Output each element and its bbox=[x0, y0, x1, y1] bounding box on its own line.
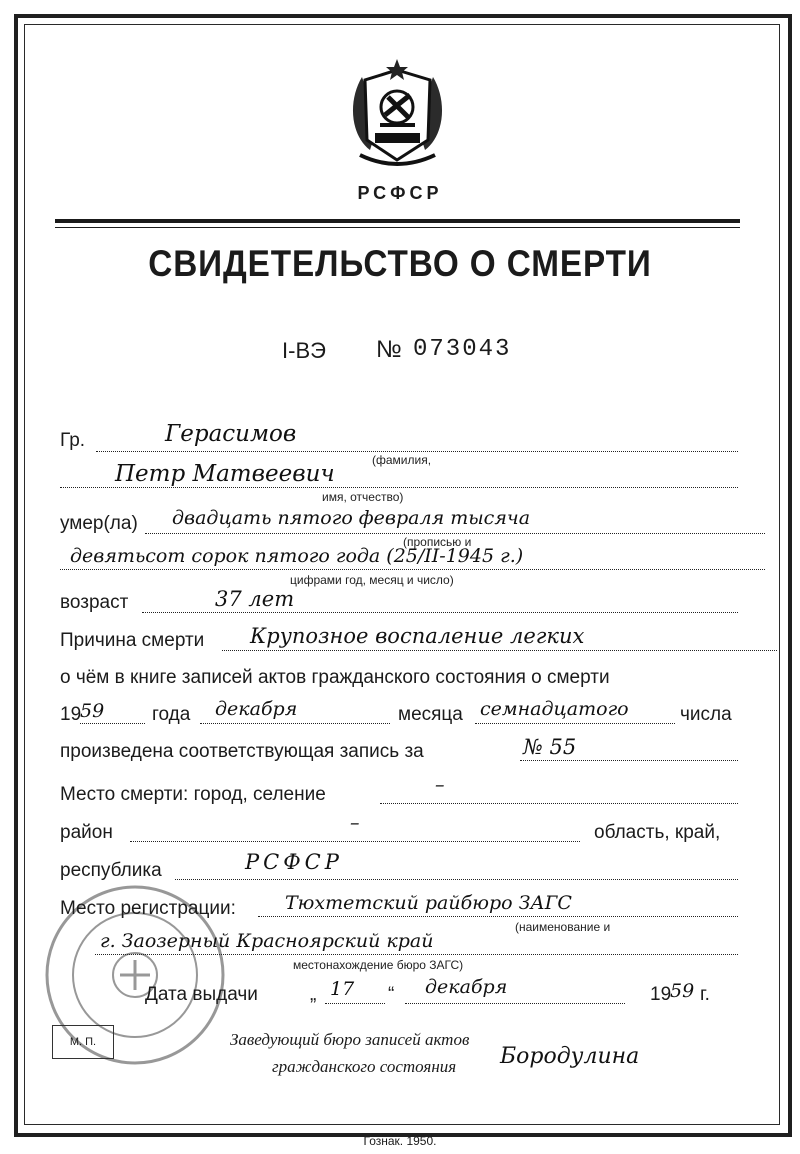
issue-month: декабря bbox=[425, 976, 508, 998]
rsfsr-coat-of-arms-icon bbox=[340, 55, 455, 175]
surname-caption: (фамилия, bbox=[372, 453, 432, 467]
died-caption-2: цифрами год, месяц и число) bbox=[290, 573, 454, 587]
document-title: СВИДЕТЕЛЬСТВО О СМЕРТИ bbox=[148, 243, 652, 284]
died-label: умер(ла) bbox=[60, 513, 138, 534]
number-sign: № bbox=[376, 336, 402, 363]
header-rule-thick bbox=[55, 219, 740, 223]
died-value-line2: девятьсот сорок пятого года (25/II-1945 г.) bbox=[70, 545, 524, 567]
citizen-label: Гр. bbox=[60, 430, 86, 451]
district-value: – bbox=[350, 812, 360, 834]
issue-open-quote: „ bbox=[310, 984, 317, 1005]
record-day-word: числа bbox=[680, 704, 732, 725]
republic-line bbox=[175, 879, 738, 880]
record-day-line bbox=[475, 723, 675, 724]
age-label: возраст bbox=[60, 592, 129, 613]
surname-value: Герасимов bbox=[165, 421, 297, 447]
record-month-word: месяца bbox=[398, 704, 463, 725]
surname-line bbox=[96, 451, 738, 452]
name-value: Петр Матвеевич bbox=[115, 461, 335, 487]
country-name: РСФСР bbox=[357, 183, 443, 203]
registration-value-2: г. Заозерный Красноярский край bbox=[100, 930, 434, 952]
age-value: 37 лет bbox=[215, 587, 295, 611]
cause-label: Причина смерти bbox=[60, 630, 205, 651]
header-rule-thin bbox=[55, 227, 740, 228]
registration-line-2 bbox=[95, 954, 738, 955]
printer-mark: Гознак. 1950. bbox=[363, 1134, 437, 1148]
place-line bbox=[380, 803, 738, 804]
issue-year-suffix: 59 bbox=[670, 980, 695, 1002]
district-line bbox=[130, 841, 580, 842]
issue-day-line bbox=[325, 1003, 385, 1004]
record-year-prefix: 19 bbox=[60, 704, 82, 725]
registration-label: Место регистрации: bbox=[60, 898, 236, 919]
age-line bbox=[142, 612, 738, 613]
name-line bbox=[60, 487, 738, 488]
region-label: область, край, bbox=[594, 822, 721, 843]
district-label: район bbox=[60, 822, 113, 843]
record-text: о чём в книге записей актов гражданского состояния о смерти bbox=[60, 667, 610, 688]
record-month-line bbox=[200, 723, 390, 724]
registration-value: Тюхтетский райбюро ЗАГС bbox=[285, 892, 572, 914]
republic-value: РСФСР bbox=[245, 850, 343, 874]
died-line-2 bbox=[60, 569, 765, 570]
issue-day: 17 bbox=[330, 978, 355, 1000]
record-year-word: года bbox=[152, 704, 191, 725]
record-year-suffix: 59 bbox=[80, 700, 105, 722]
record-day-value: семнадцатого bbox=[480, 698, 629, 720]
issue-year-prefix: 19 bbox=[650, 984, 672, 1005]
record-made-text: произведена соответствующая запись за bbox=[60, 741, 424, 762]
place-label: Место смерти: город, селение bbox=[60, 784, 326, 805]
issue-close-quote: “ bbox=[388, 984, 395, 1005]
signer-line1: Заведующий бюро записей актов bbox=[230, 1030, 470, 1049]
signer-line2: гражданского состояния bbox=[272, 1057, 457, 1076]
died-line-1 bbox=[145, 533, 765, 534]
registration-caption-2: местонахождение бюро ЗАГС) bbox=[293, 958, 464, 972]
series-code: I-ВЭ bbox=[282, 338, 326, 363]
record-num-value: № 55 bbox=[523, 735, 577, 759]
name-caption: имя, отчество) bbox=[322, 490, 404, 504]
record-month-value: декабря bbox=[215, 698, 298, 720]
died-value-line1: двадцать пятого февраля тысяча bbox=[172, 507, 531, 529]
record-year-line bbox=[80, 723, 145, 724]
republic-label: республика bbox=[60, 860, 162, 881]
issue-label: Дата выдачи bbox=[145, 984, 258, 1005]
issue-year-unit: г. bbox=[700, 984, 710, 1005]
cause-line bbox=[222, 650, 777, 651]
died-caption-1: (прописью и bbox=[403, 535, 472, 549]
cause-value: Крупозное воспаление легких bbox=[250, 624, 585, 648]
registration-line bbox=[258, 916, 738, 917]
signature: Бородулина bbox=[500, 1044, 640, 1069]
seal-place-box: М. П. bbox=[52, 1025, 114, 1059]
place-value: – bbox=[435, 774, 445, 796]
certificate-number: 073043 bbox=[413, 336, 512, 363]
record-num-line bbox=[520, 760, 738, 761]
registration-caption: (наименование и bbox=[515, 920, 611, 934]
issue-month-line bbox=[405, 1003, 625, 1004]
